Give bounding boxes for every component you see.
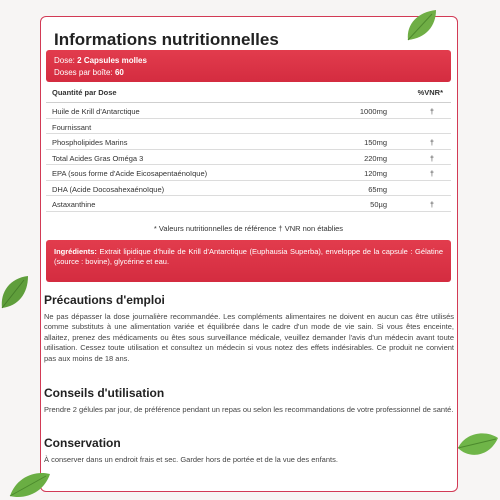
header-vnr: %VNR*: [417, 88, 443, 97]
doses-per-box-value: 60: [114, 68, 124, 77]
usage-text: Prendre 2 gélules par jour, de préférence pendant un repas ou selon les recommandations de votre professionnel de santé.: [44, 405, 454, 414]
doses-per-box-label: Doses par boîte:: [54, 68, 113, 77]
row-name: Astaxanthine: [52, 200, 96, 209]
ingredients-label: Ingrédients:: [54, 247, 97, 256]
row-amount: 50µg: [370, 200, 387, 209]
row-name: Huile de Krill d'Antarctique: [52, 107, 140, 116]
nutrition-table: [46, 85, 451, 212]
table-row: [46, 196, 451, 212]
table-row: [46, 150, 451, 166]
precautions-text: Ne pas dépasser la dose journalière recommandée. Les compléments alimentaires ne doivent en aucun cas être utilisés comme substituts à une alimentation variée et équilibrée dans le cadre d'un mode de vie sain. Si vous êtes enceinte, allaitez, prenez des médicaments ou êtes sous surveillance médicale, veuillez demander l'avis d'un médecin avant toute utilisation. Cessez toute utilisation et consultez un médecin si vous notez des effets indésirables. Ce produit ne convient pas aux moins de 18 ans.: [44, 312, 454, 363]
ingredients-band: [46, 240, 451, 282]
row-name: Fournissant: [52, 122, 92, 132]
row-name: DHA (Acide Docosahexaénoïque): [52, 184, 165, 194]
table-row: [46, 165, 451, 181]
row-vnr: †: [429, 153, 434, 163]
row-amount: 65mg: [368, 184, 387, 194]
table-footnote: * Valeurs nutritionnelles de référence † VNR non établies: [153, 224, 344, 233]
dose-band: [46, 50, 451, 82]
leaf-icon: [8, 468, 52, 500]
dose-value: 2 Capsules molles: [77, 56, 147, 65]
table-row: [46, 134, 451, 150]
row-vnr: †: [429, 200, 434, 209]
leaf-icon: [0, 272, 32, 312]
leaf-icon: [456, 428, 500, 466]
table-row: [46, 181, 451, 197]
table-header: [46, 85, 451, 103]
usage-title: Conseils d'utilisation: [44, 386, 165, 400]
row-amount: 120mg: [364, 169, 387, 178]
row-name: EPA (sous forme d'Acide Eicosapentaénoïque): [52, 169, 208, 178]
row-name: Total Acides Gras Oméga 3: [52, 153, 144, 163]
storage-title: Conservation: [44, 436, 121, 450]
row-amount: 1000mg: [359, 107, 387, 116]
row-vnr: †: [429, 169, 434, 178]
table-row: [46, 119, 451, 135]
row-amount: 220mg: [364, 153, 387, 163]
row-amount: 150mg: [364, 138, 387, 147]
header-quantity: Quantité par Dose: [52, 88, 117, 97]
dose-line: [54, 55, 443, 67]
precautions-title: Précautions d'emploi: [44, 293, 165, 307]
row-vnr: †: [429, 107, 434, 116]
row-vnr: †: [429, 138, 434, 147]
dose-label: Dose:: [54, 56, 75, 65]
table-row: [46, 103, 451, 119]
doses-per-box-line: [54, 67, 443, 79]
leaf-icon: [402, 6, 442, 46]
page-title: Informations nutritionnelles: [54, 30, 279, 49]
ingredients-text: Extrait lipidique d'huile de Krill d'Antarctique (Euphausia Superba), enveloppe de la capsule : Gélatine (source : bovine), glycérine et eau.: [54, 247, 443, 266]
row-name: Phospholipides Marins: [52, 138, 128, 147]
storage-text: À conserver dans un endroit frais et sec. Garder hors de portée et de la vue des enfants.: [44, 455, 338, 464]
